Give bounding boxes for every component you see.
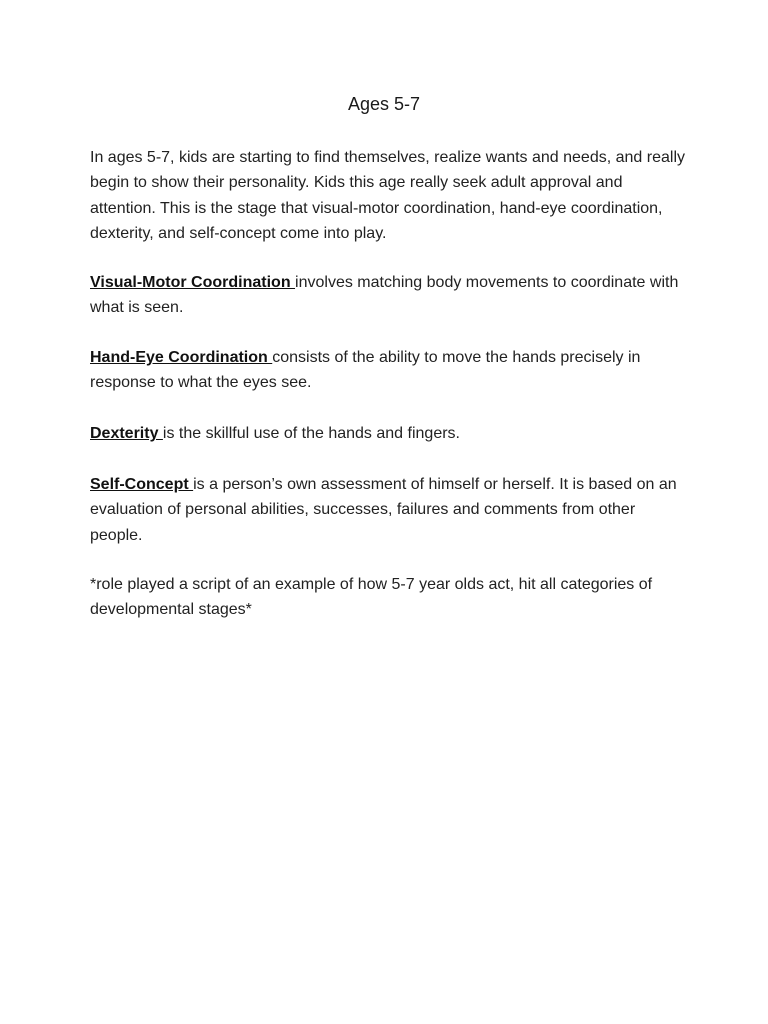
definition-dexterity [90,421,690,446]
definition-term: Self-Concept [90,476,194,493]
definition-term: Dexterity [90,425,163,442]
definition-visual-motor [90,270,690,321]
definition-term: Visual-Motor Coordination [90,274,296,291]
note-paragraph: *role played a script of an example of how 5-7 year olds act, hit all categories of developmental stages* [90,576,653,619]
page-title: Ages 5-7 [347,94,421,114]
definition-text: is a person’s own assessment of himself or herself. It is based on an evaluation of personal abilities, successes, failures and comments from other people. [90,476,677,544]
definition-self-concept [90,472,690,548]
definition-text: is the skillful use of the hands and fingers. [162,425,460,442]
definition-text: consists of the ability to move the hands precisely in response to what the eyes see. [90,349,641,392]
intro-paragraph: In ages 5-7, kids are starting to find themselves, realize wants and needs, and really begin to show their personality. Kids this age really seek adult approval and attention. This is the stage that visual-motor coordination, hand-eye coordination, dexterity, and self-concept come into play. [90,149,685,242]
definition-hand-eye [90,345,690,396]
definition-text: involves matching body movements to coordinate with what is seen. [90,274,679,317]
definition-term: Hand-Eye Coordination [90,349,273,366]
